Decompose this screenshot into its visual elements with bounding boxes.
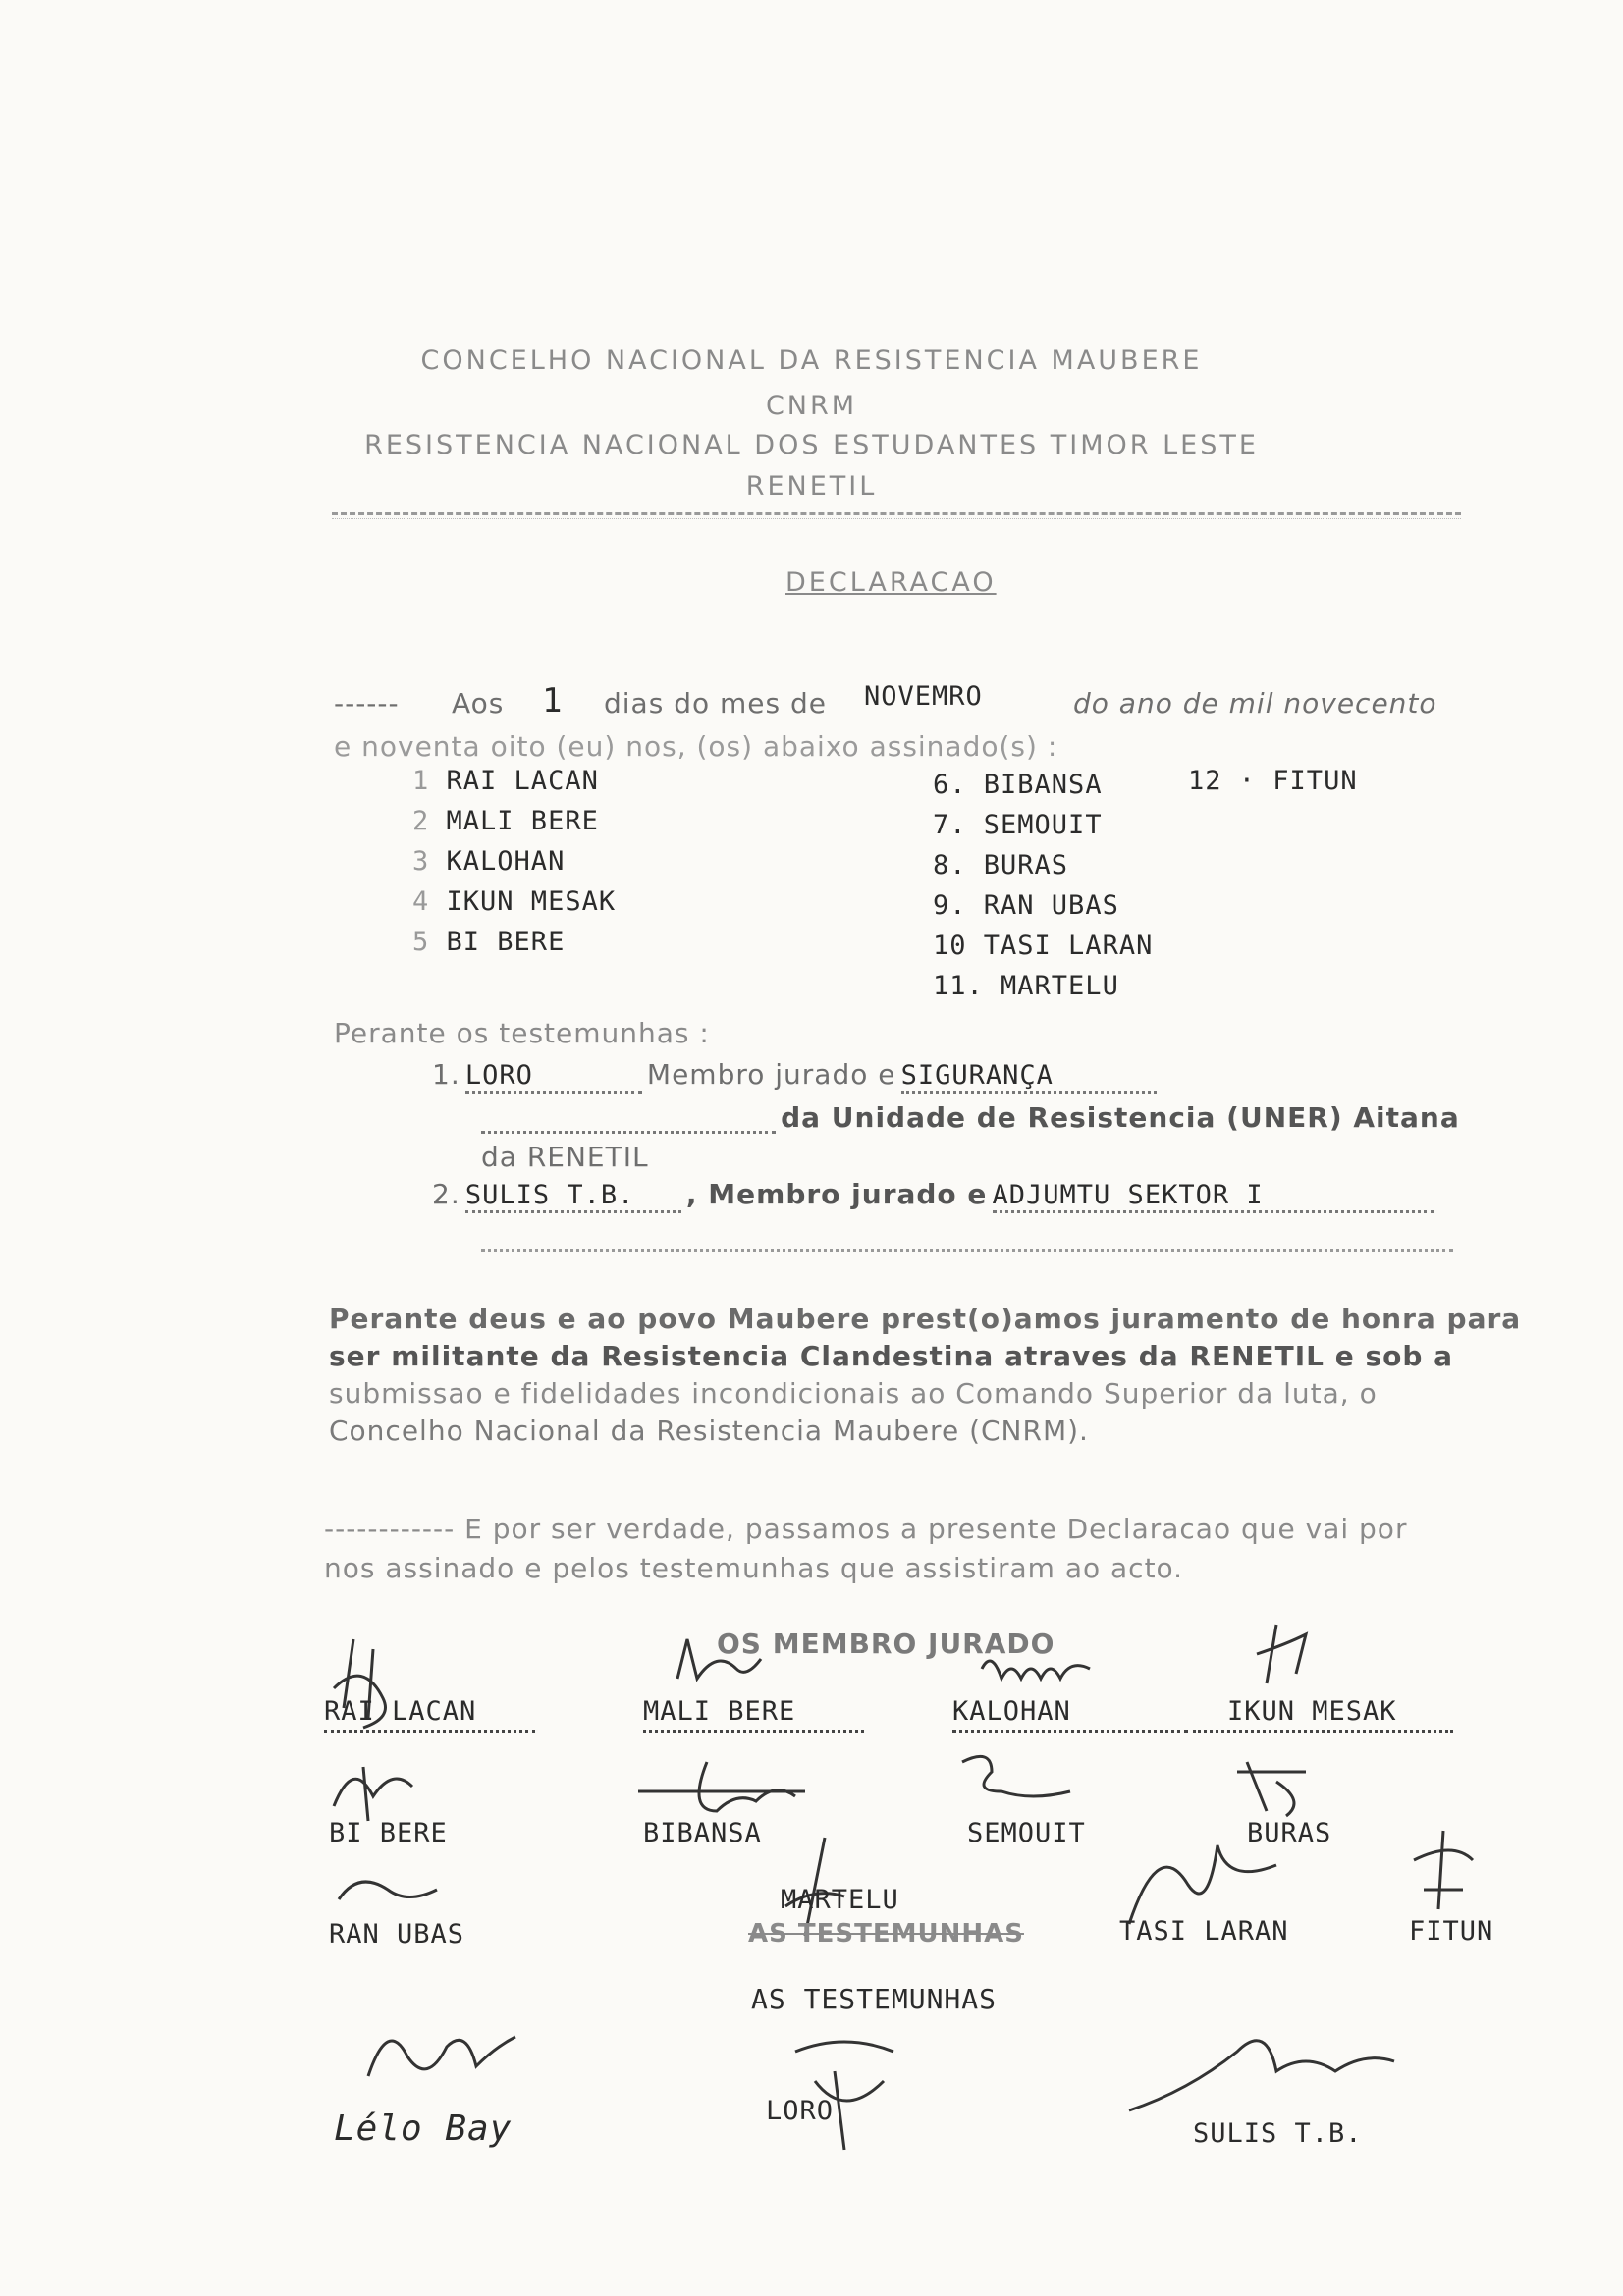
- list-item: 11. MARTELU: [933, 971, 1119, 1001]
- intro-aos: Aos: [452, 687, 505, 720]
- list-item: 1 RAI LACAN: [412, 766, 599, 796]
- witness-line-1: 1. LORO Membro jurado e SIGURANÇA: [432, 1058, 1157, 1094]
- signature-label-1: RAI LACAN: [324, 1696, 477, 1727]
- witness-signature-right-scribble: [1109, 2012, 1404, 2120]
- signature-label-2: MALI BERE: [643, 1696, 796, 1727]
- list-item: 2 MALI BERE: [412, 806, 599, 836]
- signature-label-3: KALOHAN: [952, 1696, 1071, 1727]
- signature-scribble-9: [319, 1860, 447, 1919]
- witness-heading-handwritten: AS TESTEMUNHAS: [751, 1983, 998, 2015]
- closing-paragraph: ------------ E por ser verdade, passamos a presente Declaracao que vai por nos assinado e pelos testemunhas que assistiram ao acto.: [324, 1513, 1408, 1584]
- members-left-list: [412, 766, 616, 967]
- witness-line-2: 2. SULIS T.B. , Membro jurado e ADJUMTU SEKTOR I: [432, 1178, 1434, 1213]
- signatures-heading: OS MEMBRO JURADO: [717, 1628, 1055, 1660]
- signature-label-9: RAN UBAS: [329, 1919, 465, 1949]
- signature-label-11: MARTELU: [781, 1885, 899, 1915]
- header-student-org: RESISTENCIA NACIONAL DOS ESTUDANTES TIMOR LESTE: [364, 430, 1259, 460]
- list-item: 8. BURAS: [933, 850, 1069, 881]
- intro-day: 1: [542, 681, 564, 721]
- signature-label-7: SEMOUIT: [967, 1818, 1086, 1848]
- signature-line: [324, 1730, 535, 1733]
- header-org-name: CONCELHO NACIONAL DA RESISTENCIA MAUBERE: [420, 346, 1203, 376]
- signature-label-6: BIBANSA: [643, 1818, 762, 1848]
- signature-scribble-5: [314, 1747, 442, 1826]
- signature-label-10: TASI LARAN: [1119, 1916, 1289, 1947]
- list-item: 7. SEMOUIT: [933, 810, 1103, 840]
- list-item: 4 IKUN MESAK: [412, 886, 617, 917]
- witness-signature-center: LORO: [766, 2096, 835, 2126]
- witness-2-role: ADJUMTU SEKTOR I: [993, 1180, 1434, 1213]
- signature-line: [643, 1730, 864, 1733]
- intro-dashes: ------: [334, 687, 400, 720]
- witnesses-intro: Perante os testemunhas :: [334, 1017, 710, 1049]
- signature-label-12: FITUN: [1409, 1916, 1494, 1947]
- signature-scribble-4: [1237, 1615, 1325, 1693]
- intro-dias-do-mes: dias do mes de: [604, 687, 827, 720]
- members-right-list: [933, 770, 1153, 1011]
- header-student-acronym: RENETIL: [745, 471, 878, 502]
- list-item: 5 BI BERE: [412, 927, 566, 957]
- signature-line: [1193, 1730, 1453, 1733]
- signature-scribble-8: [1227, 1752, 1325, 1821]
- witness-blank-line: [481, 1249, 1453, 1252]
- header-divider: [332, 512, 1461, 519]
- witness-heading-struck: AS TESTEMUNHAS: [748, 1919, 1024, 1949]
- witness-signature-right: SULIS T.B.: [1193, 2118, 1363, 2149]
- witness-1-name: LORO: [465, 1060, 642, 1094]
- witness-signature-left-scribble: [349, 2007, 525, 2106]
- intro-do-ano: do ano de mil novecento: [1073, 687, 1437, 720]
- signature-label-4: IKUN MESAK: [1227, 1696, 1397, 1727]
- witness-da-renetil: da RENETIL: [481, 1141, 649, 1173]
- signature-scribble-6: [628, 1752, 815, 1826]
- signature-label-5: BI BERE: [329, 1818, 448, 1848]
- list-item: 6. BIBANSA: [933, 770, 1103, 800]
- intro-line2: e noventa oito (eu) nos, (os) abaixo assinado(s) :: [334, 730, 1058, 763]
- witness-unit-line: da Unidade de Resistencia (UNER) Aitana: [481, 1101, 1460, 1134]
- signature-scribble-12: [1394, 1821, 1492, 1919]
- witness-signature-left: Lélo Bay: [334, 2109, 513, 2149]
- signature-scribble-3: [972, 1639, 1100, 1698]
- witness-2-name: SULIS T.B.: [465, 1180, 681, 1213]
- list-item: 3 KALOHAN: [412, 846, 566, 877]
- oath-paragraph: Perante deus e ao povo Maubere prest(o)amos juramento de honra para ser militante da Resistencia Clandestina atraves da RENETIL e sob a submissao e fidelidades incondicionais ao Comando Superior da luta, o Concelho Nacional da Resistencia Maubere (CNRM).: [329, 1303, 1522, 1447]
- signature-scribble-7: [933, 1742, 1080, 1821]
- header-org-acronym: CNRM: [765, 391, 858, 421]
- list-item: 10 TASI LARAN: [933, 931, 1154, 961]
- signature-line: [952, 1730, 1188, 1733]
- intro-month: NOVEMRO: [864, 681, 983, 712]
- signature-scribble-2: [668, 1629, 766, 1698]
- witness-1-role: SIGURANÇA: [901, 1060, 1157, 1094]
- witness-signature-center-scribble: [756, 2012, 933, 2160]
- document-title: DECLARACAO: [785, 567, 997, 598]
- signature-label-8: BURAS: [1247, 1818, 1332, 1848]
- list-item: 9. RAN UBAS: [933, 890, 1119, 921]
- member-12: 12 · FITUN: [1188, 766, 1358, 796]
